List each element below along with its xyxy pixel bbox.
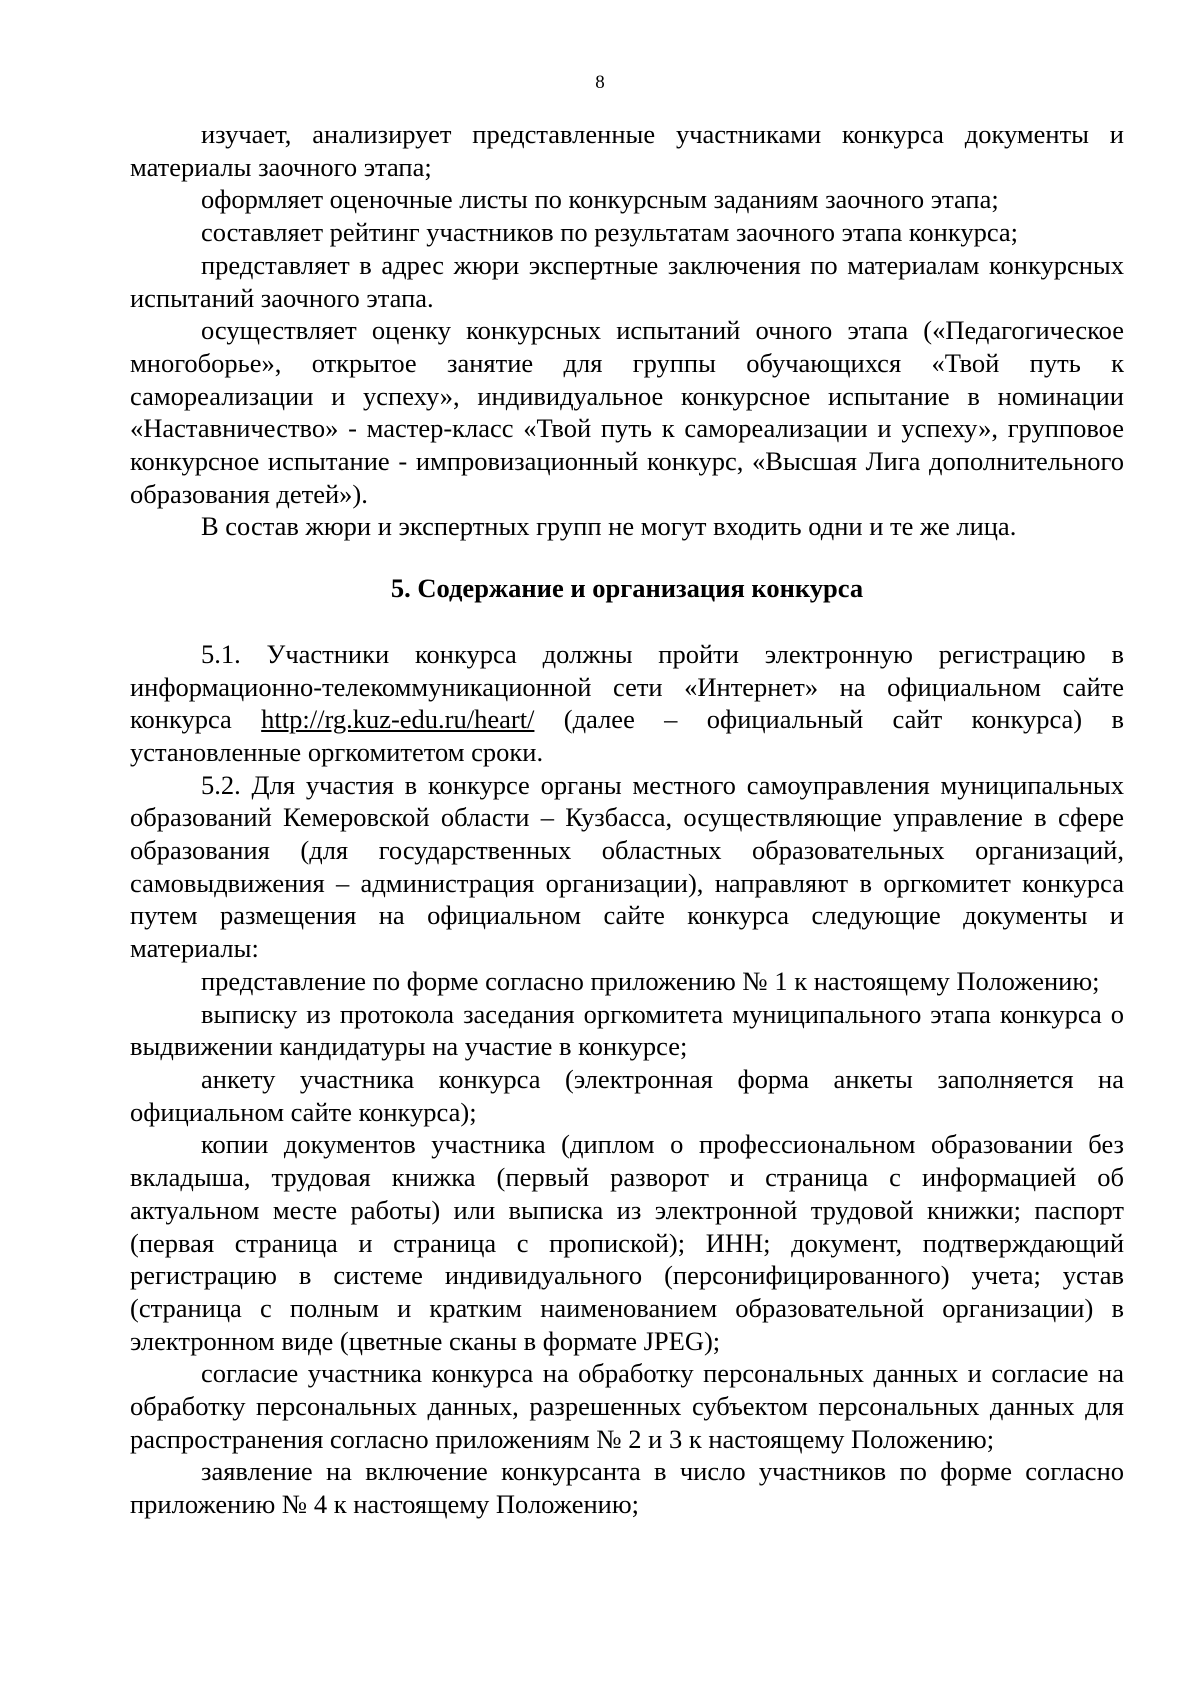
paragraph: представляет в адрес жюри экспертные заключения по материалам конкурсных испытаний заочного этапа. — [130, 249, 1124, 313]
list-item: копии документов участника (диплом о профессиональном образовании без вкладыша, трудовая книжка (первый разворот и страница с информацией об актуальном месте работы) или выписка из электронной трудовой книжки; паспорт (первая страница и страница с пропиской); ИНН; документ, подтверждающий регистрацию в системе индивидуального (персонифицированного) учета; устав (страница с полным и кратким наименованием образовательной организации) в электронном виде (цветные сканы в формате JPEG); — [130, 1129, 1124, 1356]
paragraph-5-1-text-end: (далее – официальный сайт конкурса) в установленные оргкомитетом сроки. — [130, 704, 1124, 767]
list-item: согласие участника конкурса на обработку персональных данных и согласие на обработку персональных данных, разрешенных субъектом персональных данных для распространения согласно приложениям № 2 и 3 к настоящему Положению; — [130, 1358, 1124, 1454]
official-site-link[interactable]: http://rg.kuz-edu.ru/heart/ — [261, 704, 535, 735]
page-number: 8 — [595, 72, 605, 93]
paragraph: осуществляет оценку конкурсных испытаний очного этапа («Педагогическое многоборье», открытое занятие для группы обучающихся «Твой путь к самореализации и успеху», индивидуальное конкурсное испытание в номинации «Наставничество» - мастер-класс «Твой путь к самореализации и успеху», групповое конкурсное испытание - импровизационный конкурс, «Высшая Лига дополнительного образования детей»). — [130, 315, 1124, 509]
list-item: представление по форме согласно приложению № 1 к настоящему Положению; — [201, 965, 1100, 996]
list-item: анкету участника конкурса (электронная форма анкеты заполняется на официальном сайте конкурса); — [130, 1063, 1124, 1127]
paragraph: составляет рейтинг участников по результатам заочного этапа конкурса; — [201, 217, 1019, 248]
paragraph: оформляет оценочные листы по конкурсным заданиям заочного этапа; — [201, 184, 999, 215]
section-heading: 5. Содержание и организация конкурса — [390, 573, 864, 604]
paragraph: изучает, анализирует представленные участниками конкурса документы и материалы заочного этапа; — [130, 119, 1124, 182]
paragraph-5-2: 5.2. Для участия в конкурсе органы местного самоуправления муниципальных образований Кемеровской области – Кузбасса, осуществляющие управление в сфере образования (для государственных областных образовательных организаций, самовыдвижения – администрация организации), направляют в оргкомитет конкурса путем размещения на официальном сайте конкурса следующие документы и материалы: — [130, 769, 1124, 964]
list-item: заявление на включение конкурсанта в число участников по форме согласно приложению № 4 к настоящему Положению; — [130, 1456, 1124, 1520]
paragraph-5-1-text-start: 5.1. Участники конкурса должны пройти электронную регистрацию в информационно-телекоммуникационной сети «Интернет» на официальном сайте конкурса — [130, 638, 1124, 735]
paragraph: В состав жюри и экспертных групп не могут входить одни и те же лица. — [201, 511, 1017, 542]
list-item: выписку из протокола заседания оргкомитета муниципального этапа конкурса о выдвижении кандидатуры на участие в конкурсе; — [130, 998, 1124, 1062]
paragraph-5-1 — [130, 638, 1124, 769]
document-body — [130, 118, 1124, 1521]
